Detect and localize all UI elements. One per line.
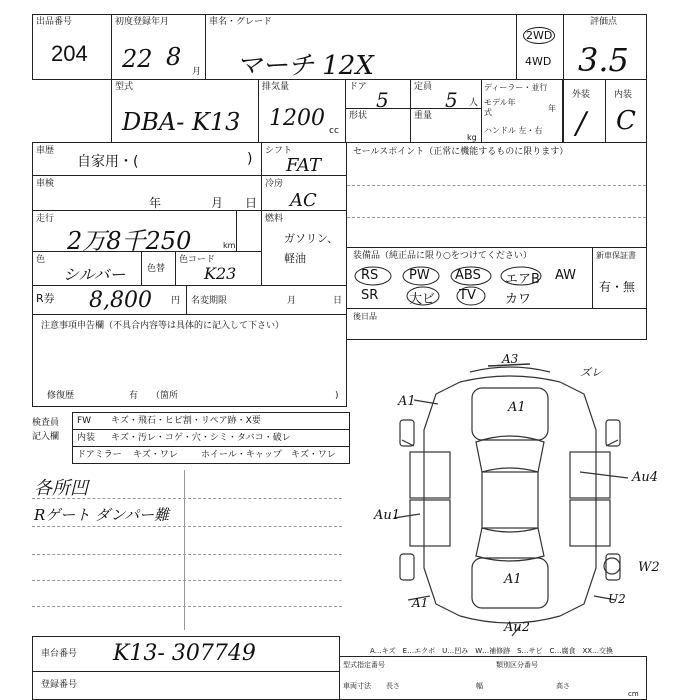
model-label: 車名・グレード (209, 17, 273, 27)
handwritten-note-2: Rゲート ダンパー難 (34, 506, 170, 524)
reg-expiry-label: 名変期限 (191, 296, 228, 306)
listing-number: 204 (51, 41, 88, 66)
reg-expiry-cell (186, 285, 347, 315)
mileage-cell (32, 210, 237, 255)
displacement-value: 1200 (269, 106, 325, 131)
inspector-row-3-wheel: ホイール・キャップ (201, 450, 282, 460)
listing-number-cell (32, 14, 112, 80)
model-name: マーチ 12X (236, 51, 374, 81)
post-items-label: 後日品 (353, 312, 377, 321)
inspector-row-3-items: キズ・ワレ (133, 450, 178, 460)
fuel-cell (261, 210, 347, 286)
recycle-value: 8,800 (89, 288, 152, 313)
exterior-grade: / (576, 106, 587, 141)
ac-label: 冷房 (265, 179, 284, 189)
model-year-label: モデル年式 (484, 98, 516, 117)
weight-unit: kg (467, 133, 477, 142)
color-change-cell (141, 251, 176, 286)
equipment-tv: TV (459, 288, 476, 303)
length-label: 長さ (386, 682, 400, 690)
first-registration-month-unit: 月 (192, 67, 202, 77)
exterior-grade-cell (563, 79, 606, 143)
doors-label: ドア (349, 82, 367, 92)
reg-expiry-day: 日 (333, 296, 343, 306)
mileage-value: 2万8千250 (67, 227, 192, 255)
inspector-block (32, 412, 350, 468)
sales-point-label: セールスポイント（正常に機能するものに限ります） (353, 147, 569, 157)
weight-label: 重量 (414, 111, 433, 121)
type-value: DBA- K13 (122, 108, 241, 136)
damage-legend: A…キズ E…エクボ U…凹み W…補修跡 S…サビ C…腐食 XX…交換 (370, 647, 614, 655)
inspection-year: 年 (149, 196, 162, 210)
inspector-row-3 (72, 446, 350, 464)
capacity-cell (410, 79, 482, 112)
notes-label: 注意事項申告欄（不具合内容等は具体的に記入して下さい） (41, 321, 285, 331)
height-label: 高さ (556, 682, 570, 690)
vehicle-spec-cell (339, 656, 647, 700)
first-registration-label: 初度登録年月 (115, 17, 170, 27)
type-cell (111, 79, 259, 143)
capacity-label: 定員 (414, 82, 433, 92)
fuel-options: ガソリン、軽油 (284, 232, 339, 265)
inspector-row-1 (72, 412, 350, 430)
width-label: 幅 (476, 682, 483, 690)
color-value: シルバー (63, 265, 126, 284)
grade-label: 評価点 (590, 17, 618, 27)
inspector-row-2-head: 内装 (77, 433, 96, 443)
capacity-unit: 人 (469, 98, 479, 108)
chassis-number-label: 車台番号 (41, 649, 78, 659)
equipment-large-visor: 大ビ (409, 292, 436, 307)
dealer-cell (481, 79, 563, 143)
doors-value: 5 (376, 88, 389, 112)
usage-value: 自家用・( (77, 154, 139, 170)
drive-2wd: 2WD (523, 27, 555, 44)
shape-cell (345, 108, 411, 143)
equipment-airbag: エアB (505, 272, 540, 287)
notes-cell (32, 314, 347, 407)
recycle-cell (32, 285, 187, 315)
warranty-label: 新車保証書 (596, 251, 636, 260)
body-size-label: 車両寸法 (343, 682, 371, 690)
grade-cell (563, 14, 647, 80)
diagram-mark-au4: Au4 (632, 470, 659, 485)
size-unit: cm (628, 690, 639, 698)
equipment-circle-marks (347, 248, 594, 310)
inspector-row-1-items: キズ・飛石・ヒビ割・リペア跡・X要 (111, 416, 261, 426)
first-registration-cell (111, 14, 206, 80)
handwritten-note-1: 各所凹 (34, 478, 88, 499)
displacement-cell (258, 79, 346, 143)
inspector-row-3-head: ドアミラー (77, 450, 122, 460)
color-code-label: 色コード (179, 255, 216, 265)
recycle-unit: 円 (171, 296, 181, 306)
color-code-cell (175, 251, 262, 286)
registration-number-label: 登録番号 (41, 680, 78, 690)
dealer-label: ディーラー・並行 (484, 83, 548, 92)
exterior-label: 外装 (572, 90, 591, 100)
warranty-cell (592, 247, 647, 309)
equipment-rs: RS (361, 268, 379, 283)
usage-close: ) (247, 151, 253, 167)
displacement-label: 排気量 (262, 82, 290, 92)
inspector-label-1: 検査員 (32, 418, 60, 428)
repair-history-spot: （箇所 (151, 391, 179, 401)
color-cell (32, 251, 142, 286)
diagram-mark-u2: U2 (608, 592, 626, 606)
shift-value: FAT (286, 155, 321, 176)
drive-cell (516, 14, 564, 80)
mileage-label: 走行 (36, 214, 55, 224)
equipment-aw: AW (555, 268, 577, 283)
model-cell (205, 14, 517, 80)
weight-cell (410, 108, 482, 143)
diagram-mark-au1: Au1 (374, 508, 401, 523)
diagram-mark-a3-suffix: ズレ (580, 366, 602, 379)
equipment-label: 装備品（純正品に限り○をつけてください） (353, 251, 532, 261)
listing-number-label: 出品番号 (36, 17, 73, 27)
diagram-mark-a1-left: A1 (398, 394, 416, 409)
inspector-row-1-head: FW (77, 416, 92, 426)
first-registration-year: 22 (122, 45, 153, 73)
ac-value: AC (290, 190, 317, 211)
chassis-number-cell (32, 636, 340, 672)
registration-number-cell (32, 671, 340, 700)
displacement-unit: cc (329, 126, 339, 136)
doors-cell (345, 79, 411, 112)
diagram-mark-a1-bottom: A1 (412, 596, 429, 610)
capacity-value: 5 (445, 88, 458, 112)
diagram-mark-a1-rear: A1 (504, 572, 522, 587)
usage-label: 車歴 (36, 146, 55, 156)
inspector-label-2: 記入欄 (32, 432, 60, 442)
diagram-mark-a1-top: A1 (508, 400, 526, 415)
usage-cell (32, 142, 262, 176)
sales-point-cell (346, 142, 647, 248)
category-number-label: 類別区分番号 (496, 661, 538, 669)
interior-label: 内装 (614, 90, 633, 100)
handle-label: ハンドル 左・右 (484, 126, 543, 135)
grade-value: 3.5 (578, 41, 629, 79)
repair-history-label: 修復歴 (47, 391, 75, 401)
model-year-unit: 年 (548, 104, 556, 113)
color-code-value: K23 (204, 264, 237, 283)
inspector-row-2 (72, 429, 350, 447)
equipment-pw: PW (409, 268, 430, 283)
inspector-row-2-items: キズ・汚レ・コゲ・穴・シミ・タバコ・破レ (111, 433, 291, 443)
shift-cell (261, 142, 347, 176)
post-items-cell (346, 308, 647, 340)
equipment-cell (346, 247, 593, 309)
diagram-mark-a3: A3 (502, 352, 519, 366)
color-change-label: 色替 (147, 264, 166, 274)
first-registration-month: 8 (166, 43, 182, 71)
color-label: 色 (36, 255, 46, 265)
type-label: 型式 (115, 82, 134, 92)
type-designation-label: 型式指定番号 (343, 661, 385, 669)
chassis-number-value: K13- 307749 (113, 641, 256, 666)
equipment-abs: ABS (455, 268, 481, 283)
ac-cell (261, 175, 347, 211)
equipment-sr: SR (361, 288, 379, 303)
inspection-cell (32, 175, 262, 211)
drive-4wd: 4WD (525, 55, 552, 68)
shape-label: 形状 (349, 111, 368, 121)
repair-history-close: ) (335, 391, 339, 401)
inspection-month: 月 (211, 196, 224, 210)
inspection-label: 車検 (36, 179, 55, 189)
mileage-unit: km (223, 241, 236, 250)
reg-expiry-month: 月 (287, 296, 297, 306)
inspection-day: 日 (245, 196, 258, 210)
interior-grade: C (616, 106, 636, 136)
recycle-label: R券 (36, 292, 55, 305)
handwritten-notes-area (32, 470, 350, 630)
fuel-label: 燃料 (265, 214, 284, 224)
warranty-value: 有・無 (599, 280, 636, 294)
equipment-leather: カワ (505, 292, 532, 307)
shift-label: シフト (265, 146, 293, 156)
inspector-row-3-wheel-items: キズ・ワレ (291, 450, 336, 460)
diagram-mark-au2: Au2 (504, 620, 531, 635)
diagram-mark-w2: W2 (638, 560, 660, 575)
repair-history-value: 有 (129, 391, 139, 401)
interior-grade-cell (605, 79, 647, 143)
